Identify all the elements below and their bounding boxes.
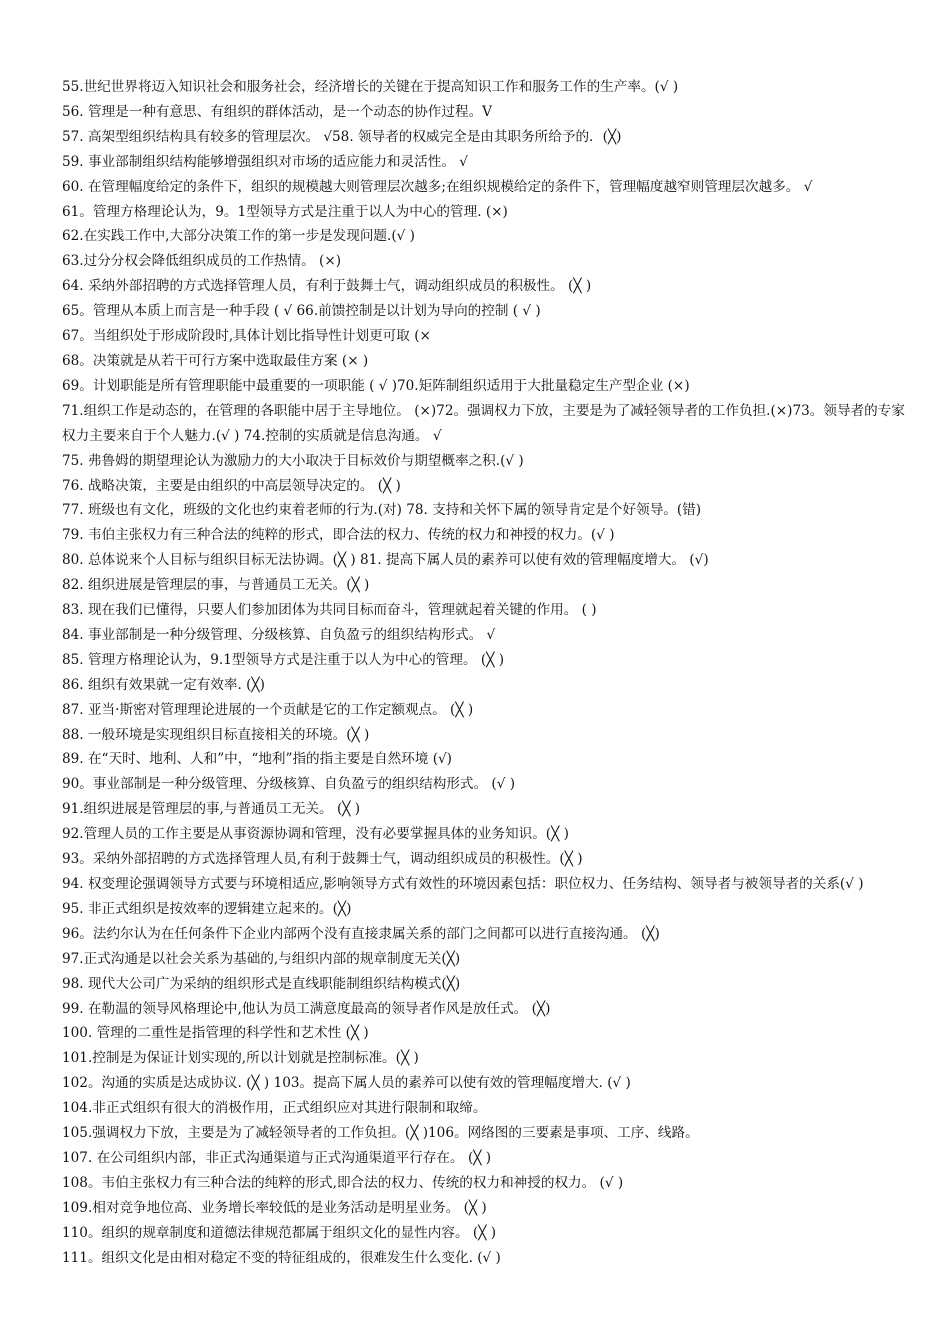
text-line: 68。决策就是从若干可行方案中选取最佳方案 (× ) — [62, 352, 369, 369]
text-line: 92.管理人员的工作主要是从事资源协调和管理，没有必要掌握具体的业务知识。(╳ ) — [62, 826, 569, 843]
text-line: 104.非正式组织有很大的消极作用，正式组织应对其进行限制和取缔。 — [62, 1100, 487, 1117]
text-line: 63.过分分权会降低组织成员的工作热情。 (×) — [62, 253, 342, 270]
text-line: 108。韦伯主张权力有三种合法的纯粹的形式,即合法的权力、传统的权力和神授的权力。 (√ ) — [62, 1174, 624, 1191]
text-line: 100. 管理的二重性是指管理的科学性和艺术性 (╳ ) — [62, 1025, 369, 1042]
text-line: 109.相对竞争地位高、业务增长率较低的是业务活动是明星业务。 (╳ ) — [62, 1199, 487, 1216]
text-line: 91.组织进展是管理层的事,与普通员工无关。 (╳ ) — [62, 801, 361, 818]
text-line: 64. 采纳外部招聘的方式选择管理人员，有利于鼓舞士气，调动组织成员的积极性。 (╳ ) — [62, 278, 592, 295]
text-line: 65。管理从本质上而言是一种手段 ( √ 66.前馈控制是以计划为导向的控制 ( √ ) — [62, 303, 541, 320]
text-line: 87. 亚当·斯密对管理理论进展的一个贡献是它的工作定额观点。 (╳ ) — [62, 701, 474, 718]
text-line: 99. 在勒温的领导风格理论中,他认为员工满意度最高的领导者作风是放任式。 (╳) — [62, 1000, 551, 1017]
text-line: 96。法约尔认为在任何条件下企业内部两个没有直接隶属关系的部门之间都可以进行直接沟通。 (╳) — [62, 925, 660, 942]
text-line: 83. 现在我们已懂得，只要人们参加团体为共同目标而奋斗，管理就起着关键的作用。 ( ) — [62, 602, 597, 619]
text-line: 111。组织文化是由相对稳定不变的特征组成的，很难发生什么变化. (√ ) — [62, 1249, 501, 1266]
text-line: 107. 在公司组织内部，非正式沟通渠道与正式沟通渠道平行存在。 (╳ ) — [62, 1149, 492, 1166]
text-line: 88. 一般环境是实现组织目标直接相关的环境。(╳ ) — [62, 726, 370, 743]
text-line: 79. 韦伯主张权力有三种合法的纯粹的形式，即合法的权力、传统的权力和神授的权力。(√ ) — [62, 527, 615, 544]
text-line: 59. 事业部制组织结构能够增强组织对市场的适应能力和灵活性。 √ — [62, 153, 468, 170]
text-line: 95. 非正式组织是按效率的逻辑建立起来的。(╳) — [62, 900, 352, 917]
text-line: 75. 弗鲁姆的期望理论认为激励力的大小取决于目标效价与期望概率之积.(√ ) — [62, 452, 524, 469]
text-line: 90。事业部制是一种分级管理、分级核算、自负盈亏的组织结构形式。 (√ ) — [62, 776, 516, 793]
text-line: 57. 高架型组织结构具有较多的管理层次。 √58. 领导者的权威完全是由其职务所给予的．(╳) — [62, 128, 622, 145]
text-line: 84. 事业部制是一种分级管理、分级核算、自负盈亏的组织结构形式。 √ — [62, 626, 496, 643]
text-line: 61。管理方格理论认为，9。1型领导方式是注重于以人为中心的管理. (×) — [62, 203, 508, 220]
text-line: 82. 组织进展是管理层的事，与普通员工无关。(╳ ) — [62, 577, 370, 594]
text-line: 97.正式沟通是以社会关系为基础的,与组织内部的规章制度无关(╳) — [62, 950, 461, 967]
document-page — [62, 75, 914, 1271]
text-line: 60. 在管理幅度给定的条件下，组织的规模越大则管理层次越多;在组织规模给定的条件下，管理幅度越窄则管理层次越多。 √ — [62, 178, 813, 195]
text-line: 69。计划职能是所有管理职能中最重要的一项职能 ( √ )70.矩阵制组织适用于大批量稳定生产型企业 (×) — [62, 377, 690, 394]
text-line: 105.强调权力下放，主要是为了减轻领导者的工作负担。(╳ )106。网络图的三要素是事项、工序、线路。 — [62, 1125, 699, 1142]
text-line: 77. 班级也有文化，班级的文化也约束着老师的行为.(对) 78. 支持和关怀下属的领导肯定是个好领导。(错) — [62, 502, 702, 519]
text-line: 89. 在“天时、地利、人和”中，“地利”指的指主要是自然环境 (√) — [62, 751, 452, 768]
text-line: 67。当组织处于形成阶段时,具体计划比指导性计划更可取 (× — [62, 328, 431, 345]
text-line: 85. 管理方格理论认为，9.1型领导方式是注重于以人为中心的管理。 (╳ ) — [62, 651, 505, 668]
text-line: 98. 现代大公司广为采纳的组织形式是直线职能制组织结构模式(╳) — [62, 975, 461, 992]
text-line: 101.控制是为保证计划实现的,所以计划就是控制标准。(╳ ) — [62, 1050, 419, 1067]
text-line: 86. 组织有效果就一定有效率. (╳) — [62, 676, 265, 693]
text-line: 110。组织的规章制度和道德法律规范都属于组织文化的显性内容。 (╳ ) — [62, 1224, 497, 1241]
text-line: 62.在实践工作中,大部分决策工作的第一步是发现问题.(√ ) — [62, 228, 415, 245]
text-line: 76. 战略决策，主要是由组织的中高层领导决定的。 (╳ ) — [62, 477, 401, 494]
text-line: 102。沟通的实质是达成协议. (╳ ) 103。提高下属人员的素养可以使有效的管理幅度增大. (√ ) — [62, 1075, 631, 1092]
text-line: 93。采纳外部招聘的方式选择管理人员,有利于鼓舞士气，调动组织成员的积极性。(╳ ) — [62, 851, 583, 868]
text-line: 56. 管理是一种有意思、有组织的群体活动，是一个动态的协作过程。V — [62, 103, 492, 120]
text-line: 80. 总体说来个人目标与组织目标无法协调。(╳ ) 81. 提高下属人员的素养可以使有效的管理幅度增大。 (√) — [62, 552, 709, 569]
text-line: 94. 权变理论强调领导方式要与环境相适应,影响领导方式有效性的环境因素包括：职位权力、任务结构、领导者与被领导者的关系(√ ) — [62, 876, 864, 892]
text-line: 71.组织工作是动态的，在管理的各职能中居于主导地位。 (×)72。强调权力下放，主要是为了减轻领导者的工作负担.(×)73。领导者的专家权力主要来自于个人魅力.(√ ) 74.控制的实质就是信息沟通。 √ — [62, 402, 905, 444]
text-line: 55.世纪世界将迈入知识社会和服务社会，经济增长的关键在于提高知识工作和服务工作的生产率。(√ ) — [62, 79, 679, 95]
